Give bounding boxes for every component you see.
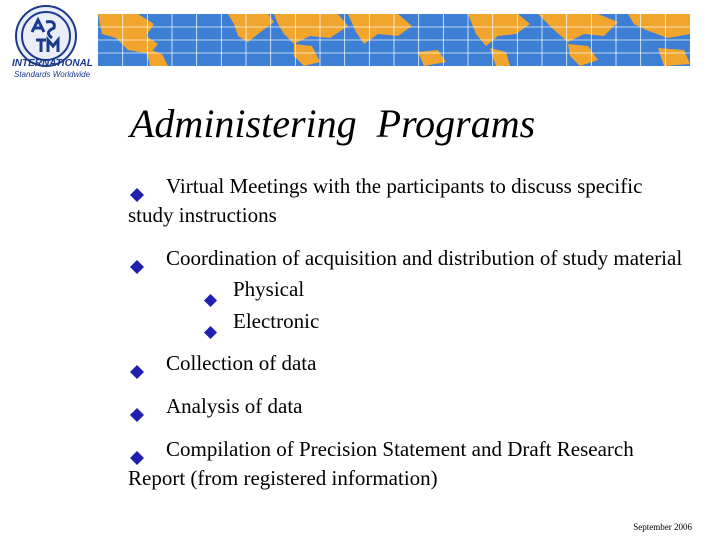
bullet-item bbox=[128, 435, 688, 493]
sub-bullet-list bbox=[188, 273, 688, 337]
bullet-item bbox=[128, 172, 688, 230]
bullet-text: Compilation of Precision Statement and Draft Research Report (from registered information) bbox=[128, 437, 634, 490]
bullet-text: Collection of data bbox=[166, 351, 317, 375]
bullet-item bbox=[128, 349, 688, 378]
logo-org-text: INTERNATIONAL bbox=[12, 58, 93, 69]
bullet-text: Coordination of acquisition and distribution of study material bbox=[166, 246, 683, 270]
diamond-bullet-icon bbox=[130, 444, 144, 458]
slide-title: Administering Programs bbox=[130, 101, 536, 146]
bullet-item bbox=[128, 244, 688, 273]
diamond-bullet-icon bbox=[204, 316, 217, 329]
diamond-bullet-icon bbox=[130, 358, 144, 372]
slide-content bbox=[128, 172, 688, 507]
footer-date: September 2006 bbox=[633, 522, 692, 532]
bullet-text: Analysis of data bbox=[166, 394, 303, 418]
sub-bullet-item bbox=[188, 305, 688, 337]
diamond-bullet-icon bbox=[130, 253, 144, 267]
world-map-banner bbox=[98, 14, 690, 66]
sub-bullet-text: Physical bbox=[233, 277, 305, 301]
diamond-bullet-icon bbox=[204, 284, 217, 297]
sub-bullet-text: Electronic bbox=[233, 309, 320, 333]
diamond-bullet-icon bbox=[130, 401, 144, 415]
sub-bullet-item bbox=[188, 273, 688, 305]
logo-tagline: Standards Worldwide bbox=[14, 70, 91, 79]
astm-logo bbox=[6, 4, 98, 80]
diamond-bullet-icon bbox=[130, 181, 144, 195]
bullet-text: Virtual Meetings with the participants to discuss specific study instructions bbox=[128, 174, 643, 227]
bullet-item bbox=[128, 392, 688, 421]
